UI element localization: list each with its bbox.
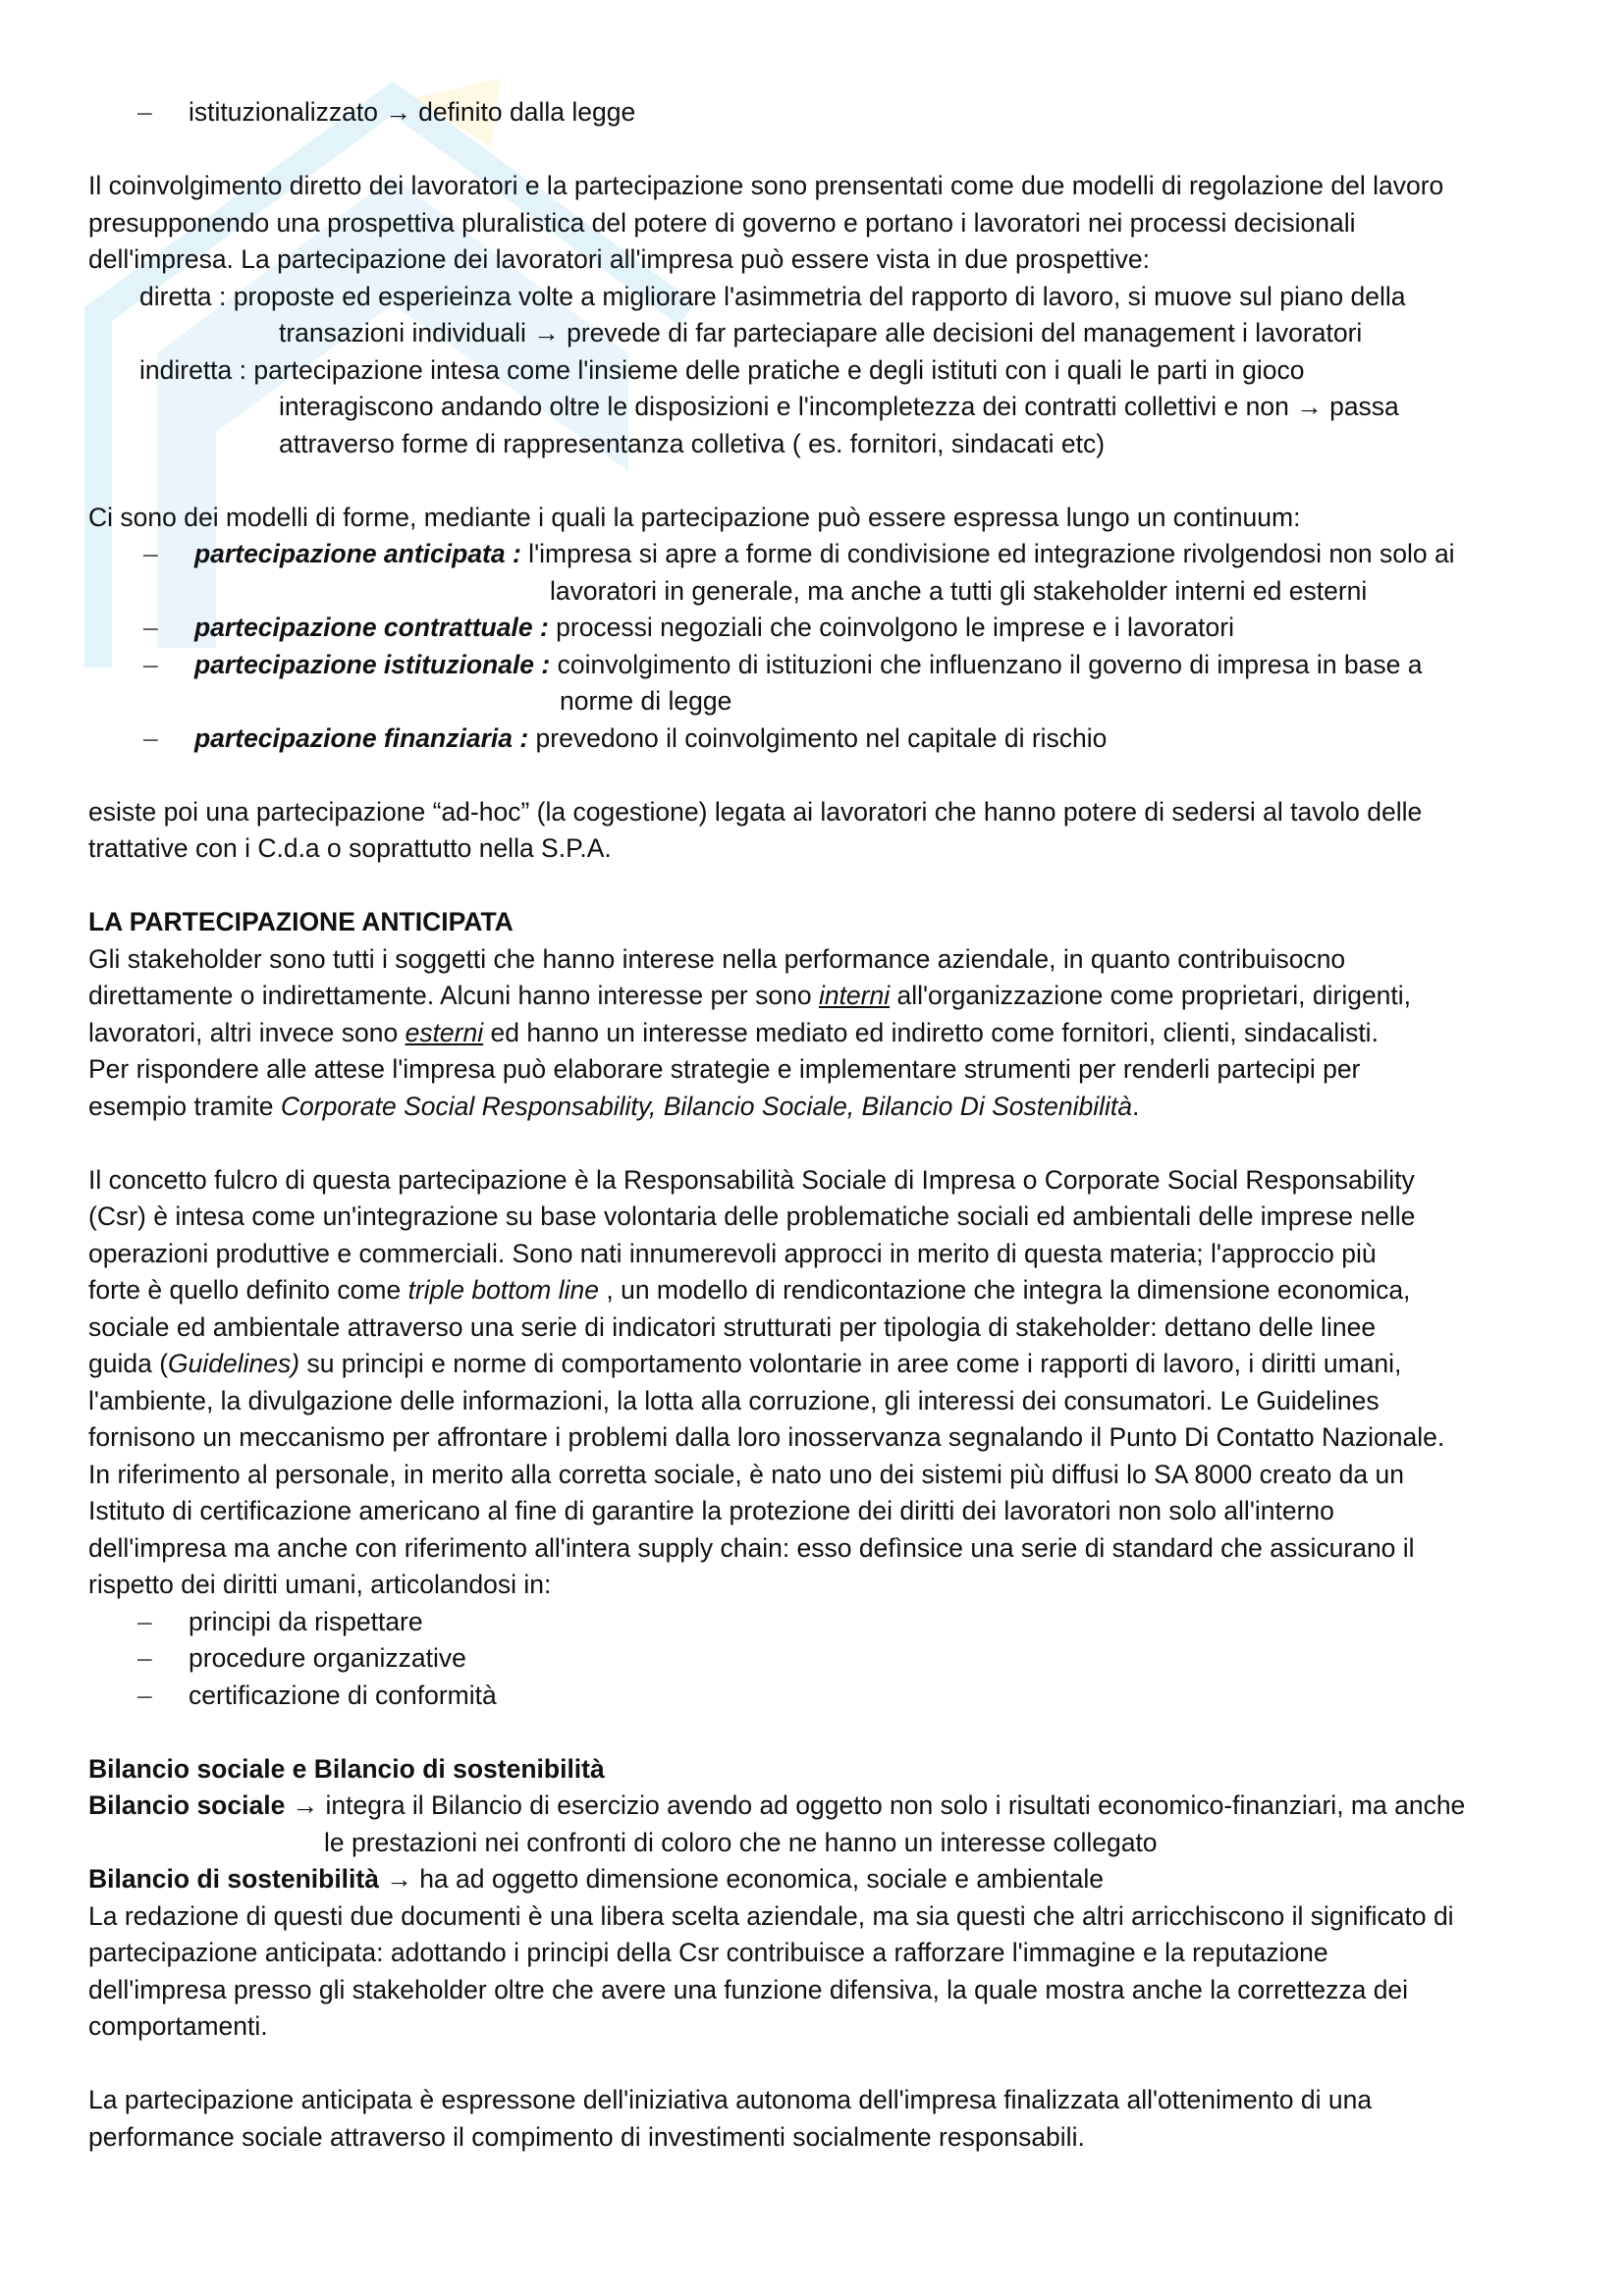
text-line: partecipazione anticipata: adottando i principi della Csr contribuisce a rafforzare l'immagine e la reputazione [88,1938,1328,1967]
text-line: le prestazioni nei confronti di coloro che ne hanno un interesse collegato [324,1827,1158,1857]
dash-bullet: – [137,1643,152,1673]
bilancio-sociale [88,1788,1542,1861]
text-line: fornisono un meccanismo per affrontare i problemi dalla loro inosservanza segnalando il Punto Di Contatto Nazionale. [88,1422,1445,1452]
model-anticipata [88,536,1542,610]
text-line: sociale ed ambientale attraverso una serie di indicatori strutturati per tipologia di stakeholder: dettano delle linee [88,1311,1377,1342]
paragraph-stakeholder [88,941,1542,1126]
prospettiva-diretta [88,279,1542,352]
text-line: Il concetto fulcro di questa partecipazione è la Responsabilità Sociale di Impresa o Corporate Social Responsability [88,1164,1415,1195]
paragraph-closing [88,2082,1542,2156]
list-item [88,1604,1542,1641]
text-line: (Csr) è intesa come un'integrazione su base volontaria delle problematiche sociali ed ambientali delle imprese nelle [88,1201,1416,1231]
text-span: , un modello di rendicontazione che integra la dimensione economica, [599,1275,1411,1305]
paragraph-bilancio [88,1898,1542,2046]
model-text: processi negoziali che coinvolgono le imprese e i lavoratori [548,613,1234,642]
text-span: ha ad oggetto dimensione economica, sociale e ambientale [411,1864,1105,1894]
model-term: partecipazione istituzionale : [194,649,551,679]
text-line: dell'impresa presso gli stakeholder oltre che avere una funzione difensiva, la quale mostra anche la correttezza dei [88,1974,1409,2004]
text-line: l'ambiente, la divulgazione delle informazioni, la lotta alla corruzione, gli interessi dei consumatori. Le Guidelines [88,1385,1380,1415]
dash-bullet: – [137,1680,152,1710]
emphasis-tbl: triple bottom line [407,1275,599,1305]
model-text: prevedono il coinvolgimento nel capitale di rischio [528,722,1108,753]
text-span: lavoratori, altri invece sono [88,1017,406,1047]
dash-bullet: – [137,1606,152,1636]
text-line: operazioni produttive e commerciali. Sono nati innumerevoli approcci in merito di questa materia; l'approccio più [88,1238,1377,1268]
text-span: . [1131,1091,1140,1121]
model-text: norme di legge [560,686,732,716]
dash-bullet: – [137,97,152,127]
text-line: transazioni individuali → prevede di far parteciapare alle decisioni del management i lavoratori [279,318,1363,347]
text-line: diretta : proposte ed esperieinza volte a migliorare l'asimmetria del rapporto di lavoro, si muove sul piano della [139,281,1406,311]
dash-bullet: – [143,722,158,753]
text-line: dell'impresa. La partecipazione dei lavoratori all'impresa può essere vista in due prospettive: [88,244,1151,274]
text-span: forte è quello definito come [88,1275,408,1305]
dash-bullet: – [143,613,158,642]
text-span: ed hanno un interesse mediato ed indiretto come fornitori, clienti, sindacalisti. [483,1017,1379,1047]
list-item [88,1678,1542,1715]
paragraph-csr [88,1162,1542,1604]
text-line: esiste poi una partecipazione “ad-hoc” (la cogestione) legata ai lavoratori che hanno potere di sedersi al tavolo delle [88,796,1423,827]
text-span: all'organizzazione come proprietari, dirigenti, [890,981,1412,1010]
model-term: partecipazione finanziaria : [194,722,529,753]
term-bilancio-sociale: Bilancio sociale → [88,1790,319,1820]
model-text: l'impresa si apre a forme di condivisione ed integrazione rivolgendosi non solo ai [520,539,1455,568]
section-heading: LA PARTECIPAZIONE ANTICIPATA [88,907,514,936]
prospettiva-indiretta [88,352,1542,463]
text-line: In riferimento al personale, in merito alla corretta sociale, è nato uno dei sistemi più diffusi lo SA 8000 creato da un [88,1459,1404,1489]
text-line: performance sociale attraverso il compimento di investimenti socialmente responsabili. [88,2121,1085,2152]
model-text: lavoratori in generale, ma anche a tutti gli stakeholder interni ed esterni [550,575,1368,606]
document-body [88,94,1542,2156]
list-item [88,1640,1542,1678]
dash-bullet: – [143,539,158,568]
text-line: attraverso forme di rappresentanza colletiva ( es. fornitori, sindacati etc) [279,428,1106,458]
models-intro: Ci sono dei modelli di forme, mediante i quali la partecipazione può essere espressa lungo un continuum: [88,502,1301,532]
text-line: Gli stakeholder sono tutti i soggetti che hanno interese nella performance aziendale, in quanto contribuisocno [88,943,1346,974]
text-line: La partecipazione anticipata è espressone dell'iniziativa autonoma dell'impresa finalizzata all'ottenimento di una [88,2085,1373,2114]
model-istituzionale [88,647,1542,721]
text-line: interagiscono andando oltre le disposizioni e l'incompletezza dei contratti collettivi e non → passa [279,392,1399,421]
text-span: esempio tramite [88,1091,281,1121]
model-text: coinvolgimento di istituzioni che influenzano il governo di impresa in base a [550,649,1423,679]
text-line: rispetto dei diritti umani, articolandosi in: [88,1570,552,1599]
paragraph-adhoc [88,794,1542,868]
list-item-text: principi da rispettare [189,1606,423,1636]
model-term: partecipazione anticipata : [194,539,521,568]
paragraph-intro [88,168,1542,279]
emphasis-tools: Corporate Social Responsability, Bilancio Sociale, Bilancio Di Sostenibilità [280,1091,1132,1121]
subsection-heading: Bilancio sociale e Bilancio di sostenibilità [88,1753,605,1784]
text-line: dell'impresa ma anche con riferimento all'intera supply chain: esso defìnsice una serie di standard che assicurano il [88,1532,1415,1563]
model-term: partecipazione contrattuale : [194,613,549,642]
list-item-text: certificazione di conformità [189,1680,497,1710]
text-line: Il coinvolgimento diretto dei lavoratori e la partecipazione sono prensentati come due modelli di regolazione del lavoro [88,171,1444,200]
text-span: su principi e norme di comportamento volontarie in aree come i rapporti di lavoro, i diritti umani, [299,1349,1402,1378]
text-span: direttamente o indirettamente. Alcuni hanno interesse per sono [88,981,819,1010]
list-item-text: procedure organizzative [189,1643,466,1673]
emphasis-esterni: esterni [405,1017,484,1047]
text-line: trattative con i C.d.a o soprattutto nella S.P.A. [88,833,612,863]
list-item-text: istituzionalizzato → definito dalla legge [189,97,636,127]
list-item [88,94,1542,132]
model-finanziaria [88,721,1542,758]
text-line: Per rispondere alle attese l'impresa può elaborare strategie e implementare strumenti per renderli partecipi per [88,1054,1361,1084]
text-line: La redazione di questi due documenti è una libera scelta aziendale, ma sia questi che altri arricchiscono il significato di [88,1900,1454,1931]
emphasis-interni: interni [818,981,891,1010]
term-bilancio-sostenibilita: Bilancio di sostenibilità → [88,1864,412,1894]
text-line: comportamenti. [88,2011,268,2041]
text-span: integra il Bilancio di esercizio avendo ad oggetto non solo i risultati economico-finanziari, ma anche [318,1790,1466,1820]
emphasis-guidelines: Guidelines) [168,1349,300,1378]
text-line: presupponendo una prospettiva pluralistica del potere di governo e portano i lavoratori nei processi decisionali [88,207,1356,238]
text-line: Istituto di certificazione americano al fine di garantire la protezione dei diritti dei lavoratori non solo all'interno [88,1496,1334,1525]
text-span: guida ( [88,1349,169,1378]
model-contrattuale [88,610,1542,647]
text-line: indiretta : partecipazione intesa come l'insieme delle pratiche e degli istituti con i quali le parti in gioco [139,354,1305,385]
dash-bullet: – [143,649,158,679]
